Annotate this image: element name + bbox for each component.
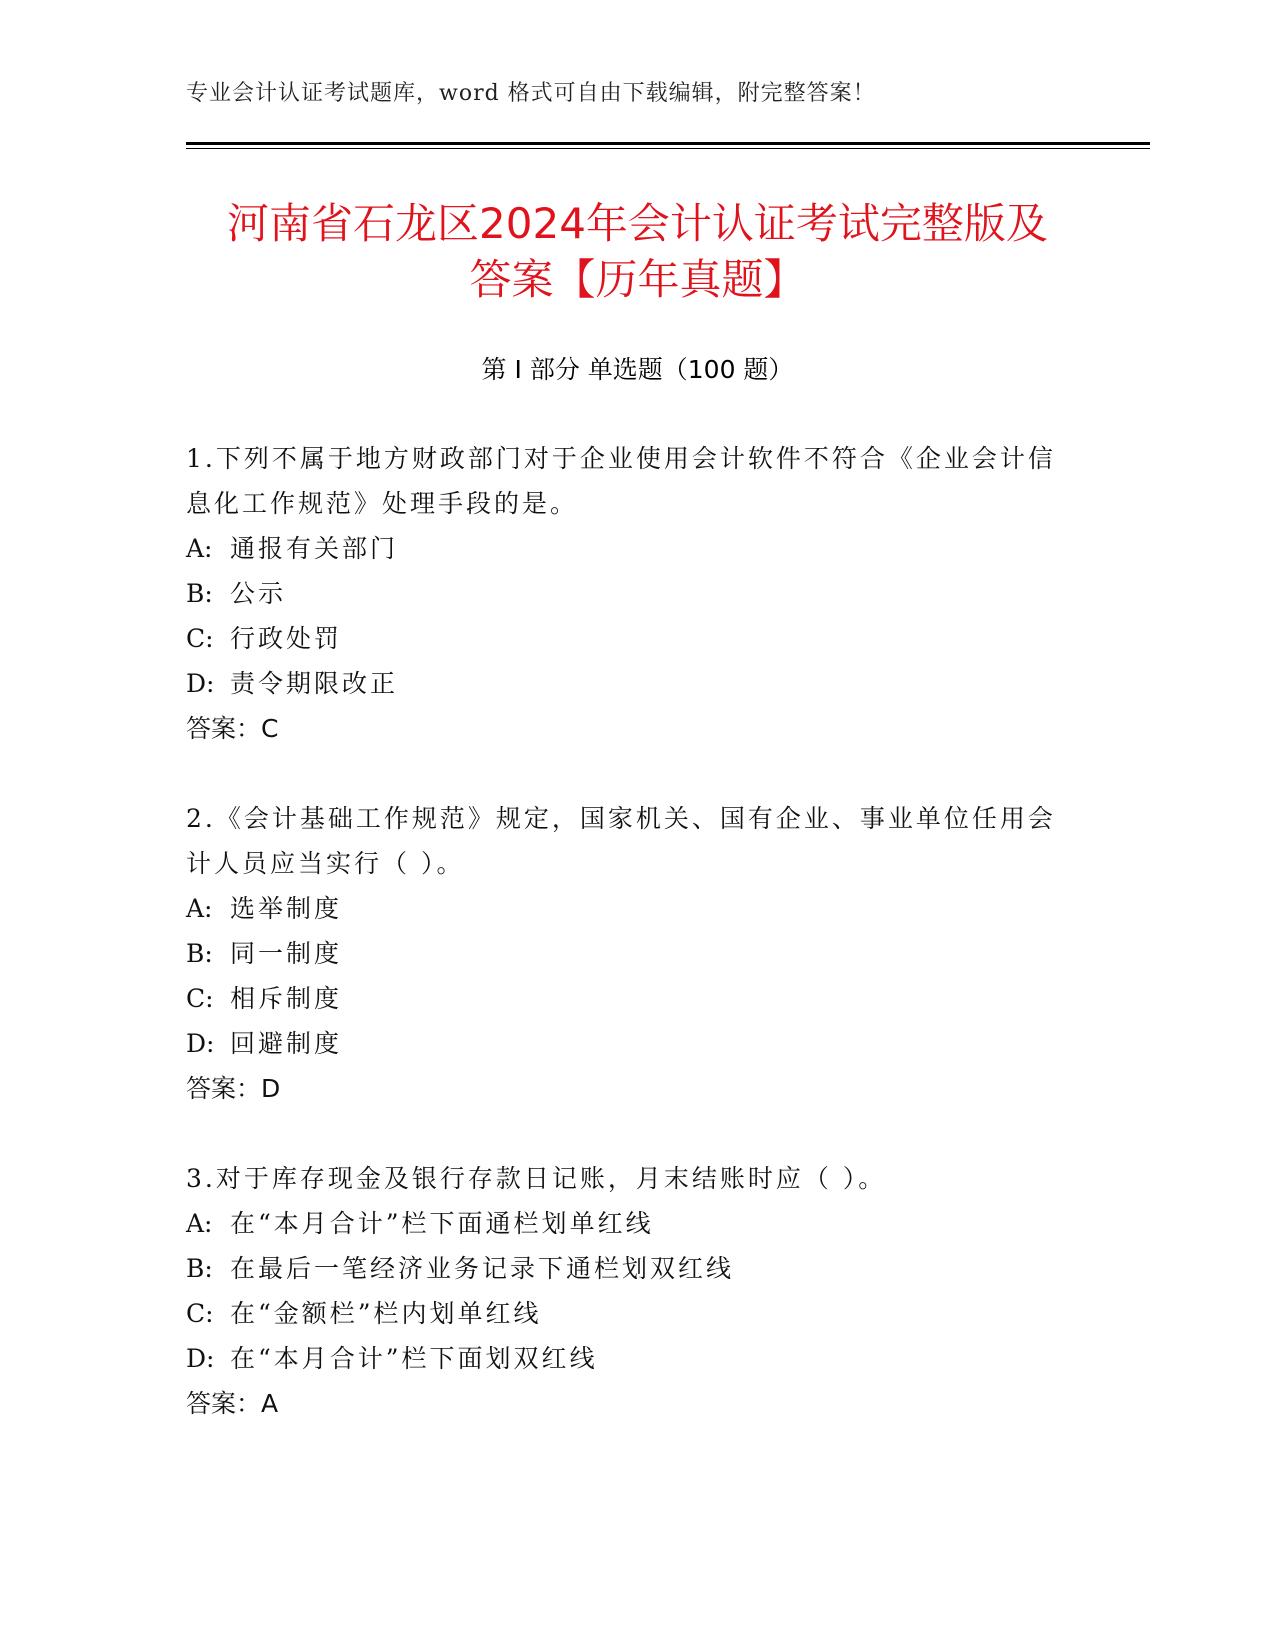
option-letter: D:: [186, 1029, 215, 1058]
option-c: [186, 616, 1066, 661]
question-list: [186, 436, 1066, 1471]
answer-line: 答案：A: [186, 1389, 279, 1418]
answer-line: 答案：C: [186, 714, 279, 743]
option-text: 公示: [230, 579, 287, 608]
option-a: [186, 526, 1066, 571]
option-a: [186, 886, 1066, 931]
option-letter: A:: [186, 894, 213, 923]
document-title-line-1: 河南省石龙区2024年会计认证考试完整版及: [227, 199, 1048, 248]
option-letter: B:: [186, 579, 213, 608]
option-text: 在“本月合计”栏下面通栏划单红线: [230, 1209, 654, 1238]
option-d: [186, 1336, 1066, 1381]
option-letter: C:: [186, 1299, 214, 1328]
question-3: [186, 1156, 1066, 1426]
question-stem: 3.对于库存现金及银行存款日记账，月末结账时应（ ）。: [186, 1164, 887, 1193]
option-text: 同一制度: [230, 939, 343, 968]
option-c: [186, 1291, 1066, 1336]
question-1: [186, 436, 1066, 751]
section-title: 第 I 部分 单选题（100 题）: [481, 355, 794, 384]
option-b: [186, 1246, 1066, 1291]
header-note: 专业会计认证考试题库，word 格式可自由下载编辑，附完整答案！: [186, 81, 876, 106]
option-b: [186, 931, 1066, 976]
option-letter: C:: [186, 624, 214, 653]
document-title: [0, 196, 1275, 308]
option-text: 通报有关部门: [230, 534, 399, 563]
option-d: [186, 1021, 1066, 1066]
question-stem: 1.下列不属于地方财政部门对于企业使用会计软件不符合《企业会计信息化工作规范》处理手段的是。: [186, 444, 1056, 518]
option-text: 在最后一笔经济业务记录下通栏划双红线: [230, 1254, 735, 1283]
option-letter: A:: [186, 1209, 213, 1238]
option-c: [186, 976, 1066, 1021]
option-text: 责令期限改正: [230, 669, 399, 698]
option-letter: C:: [186, 984, 214, 1013]
option-text: 在“本月合计”栏下面划双红线: [230, 1344, 598, 1373]
option-letter: B:: [186, 939, 213, 968]
option-letter: A:: [186, 534, 213, 563]
option-b: [186, 571, 1066, 616]
option-text: 回避制度: [230, 1029, 343, 1058]
document-title-line-2: 答案【历年真题】: [469, 255, 806, 304]
option-d: [186, 661, 1066, 706]
option-a: [186, 1201, 1066, 1246]
answer-line: 答案：D: [186, 1074, 281, 1103]
option-text: 相斥制度: [230, 984, 343, 1013]
option-letter: D:: [186, 1344, 215, 1373]
option-letter: B:: [186, 1254, 213, 1283]
option-text: 选举制度: [230, 894, 343, 923]
header-rule-thick: [186, 142, 1150, 145]
option-letter: D:: [186, 669, 215, 698]
question-stem: 2.《会计基础工作规范》规定，国家机关、国有企业、事业单位任用会计人员应当实行（ ）。: [186, 804, 1056, 878]
header-rule-thin: [186, 148, 1150, 149]
question-2: [186, 796, 1066, 1111]
option-text: 行政处罚: [230, 624, 343, 653]
option-text: 在“金额栏”栏内划单红线: [230, 1299, 542, 1328]
